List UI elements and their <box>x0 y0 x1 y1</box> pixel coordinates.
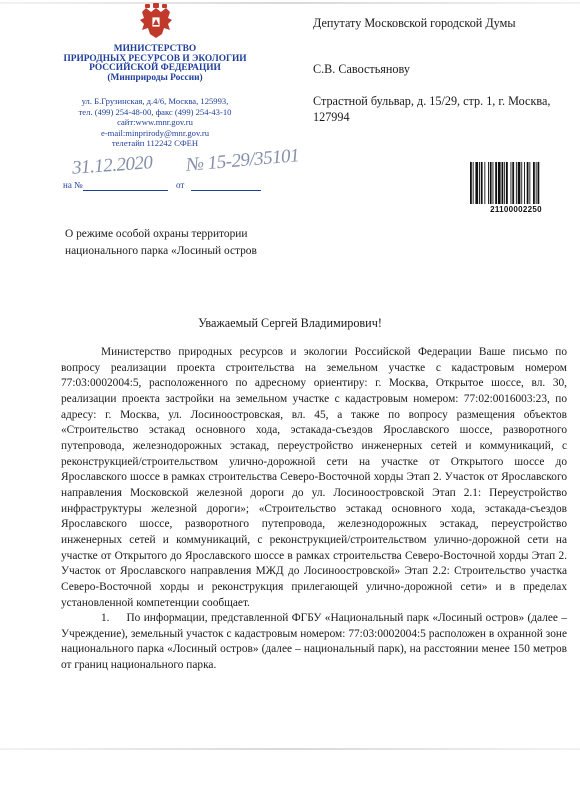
barcode-bar <box>529 162 530 204</box>
letter-subject: О режиме особой охраны территории национального парка «Лосиный остров <box>65 228 257 257</box>
barcode-bar <box>502 162 504 204</box>
barcode-bar <box>488 162 489 204</box>
handwritten-date: 31.12.2020 <box>71 152 154 179</box>
contact-phone: тел. (499) 254-48-00, факс (499) 254-43-10 <box>78 106 232 117</box>
reference-na-label: на № <box>63 180 83 190</box>
addressee-address: Страстной бульвар, д. 15/29, стр. 1, г. Москва, 127994 <box>313 94 551 125</box>
barcode-bar <box>479 162 480 204</box>
barcode-bar <box>498 162 501 204</box>
contact-teletype: телетайп 112242 СФЕН <box>111 138 199 149</box>
contact-email: e-mail:minprirody@mnr.gov.ru <box>100 127 210 138</box>
barcode-icon <box>470 162 562 204</box>
barcode-bar <box>470 162 472 204</box>
reference-line <box>191 190 261 191</box>
barcode-bar <box>516 162 517 204</box>
contact-address: ул. Б.Грузинская, д.4/6, Москва, 125993, <box>81 96 229 106</box>
barcode-bar <box>533 162 535 204</box>
barcode-bar <box>538 162 540 204</box>
barcode-bar <box>536 162 537 204</box>
barcode-bar <box>504 162 505 204</box>
salutation: Уважаемый Сергей Владимирович! <box>198 316 382 330</box>
paper-crease <box>0 748 580 750</box>
addressee-title: Депутату Московской городской Думы <box>313 16 516 30</box>
handwritten-number: № 15-29/35101 <box>185 145 300 176</box>
reference-line <box>83 190 168 191</box>
ministry-short-name: (Минприроды России) <box>107 72 203 83</box>
barcode-bar <box>473 162 474 204</box>
body-paragraph: 1. По информации, представленной ФГБУ «Национальный парк «Лосиный остров» (далее – Учреждение), земельный участок с кадастровым номером: 77:03:0002004:5 расположен в охранной зоне национального парка «Лосиный остров» (далее – национальный парк), на расстоянии менее 150 метров от границ национального парка. <box>61 612 567 672</box>
ministry-name <box>50 45 260 83</box>
barcode-bar <box>475 162 478 204</box>
barcode-bar <box>484 162 485 204</box>
contact-website: сайт:www.mnr.gov.ru <box>117 117 193 128</box>
barcode-bar <box>481 162 483 204</box>
barcode-bar <box>511 162 512 204</box>
barcode-bar <box>524 162 525 204</box>
barcode-bar <box>490 162 492 204</box>
barcode-bar <box>527 162 529 204</box>
barcode-number: 21100002250 <box>490 205 542 214</box>
ministry-line: ПРИРОДНЫХ РЕСУРСОВ И ЭКОЛОГИИ <box>63 53 247 64</box>
coat-of-arms-icon <box>136 2 176 44</box>
ministry-line: МИНИСТЕРСТВО <box>113 44 197 54</box>
barcode-bar <box>521 162 522 204</box>
body-paragraph: Министерство природных ресурсов и экологии Российской Федерации Ваше письмо по вопросу реализации проекта строительства на земельном участке с кадастровым номером 77:03:0002004:5, расположенного по адресному ориентиру: г. Москва, Открытое шоссе, вл. 30, реализации проекта застройки на земельном участке с кадастровым номером: 77:02:0016003:23, по адресу: г. Москва, ул. Лосиноостровская, вл. 45, а также по вопросу размещения объектов «Строительство эстакад основного хода, эстакада-съездов Ярославского шоссе, разворотного путепровода, железнодорожных эстакад, переустройство инженерных сетей и коммуникаций, с реконструкцией/строительством улично-дорожной сети на участке от Открытого шоссе до Ярославского шоссе в рамках строительства Северо-Восточной хорды Этап 2. Участок от Ярославского направления Московской железной дороги до ул. Лосиноостровской Этап 2.1: Переустройство инфраструктуры железной дороги»; «Строительство эстакад основного хода, эстакада-съездов Ярославского шоссе, разворотного путепровода, железнодорожных эстакад, переустройство инженерных сетей и коммуникаций, с реконструкцией/строительством улично-дорожной сети на участке от Открытого до Ярославского шоссе в рамках строительства Северо-Восточной хорды Этап 2. Участок от Ярославского направления МЖД до Лосиноостровской» Этап 2.2: Строительство участка Северо-Восточной хорды и реконструкция прилегающей улично-дорожной сети» и в пределах установленной компетенции сообщает. <box>61 346 567 609</box>
reference-form-line <box>63 180 263 192</box>
barcode-bar <box>495 162 497 204</box>
ministry-contacts <box>50 96 260 149</box>
barcode-bar <box>493 162 494 204</box>
paper-crease <box>0 2 580 4</box>
barcode-bar <box>518 162 521 204</box>
barcode-bar <box>506 162 508 204</box>
letter-body <box>61 345 567 674</box>
reference-ot-label: от <box>176 180 185 190</box>
addressee-name: С.В. Савостьянову <box>313 62 410 76</box>
barcode-bar <box>512 162 514 204</box>
ministry-line: РОССИЙСКОЙ ФЕДЕРАЦИИ <box>89 63 221 74</box>
